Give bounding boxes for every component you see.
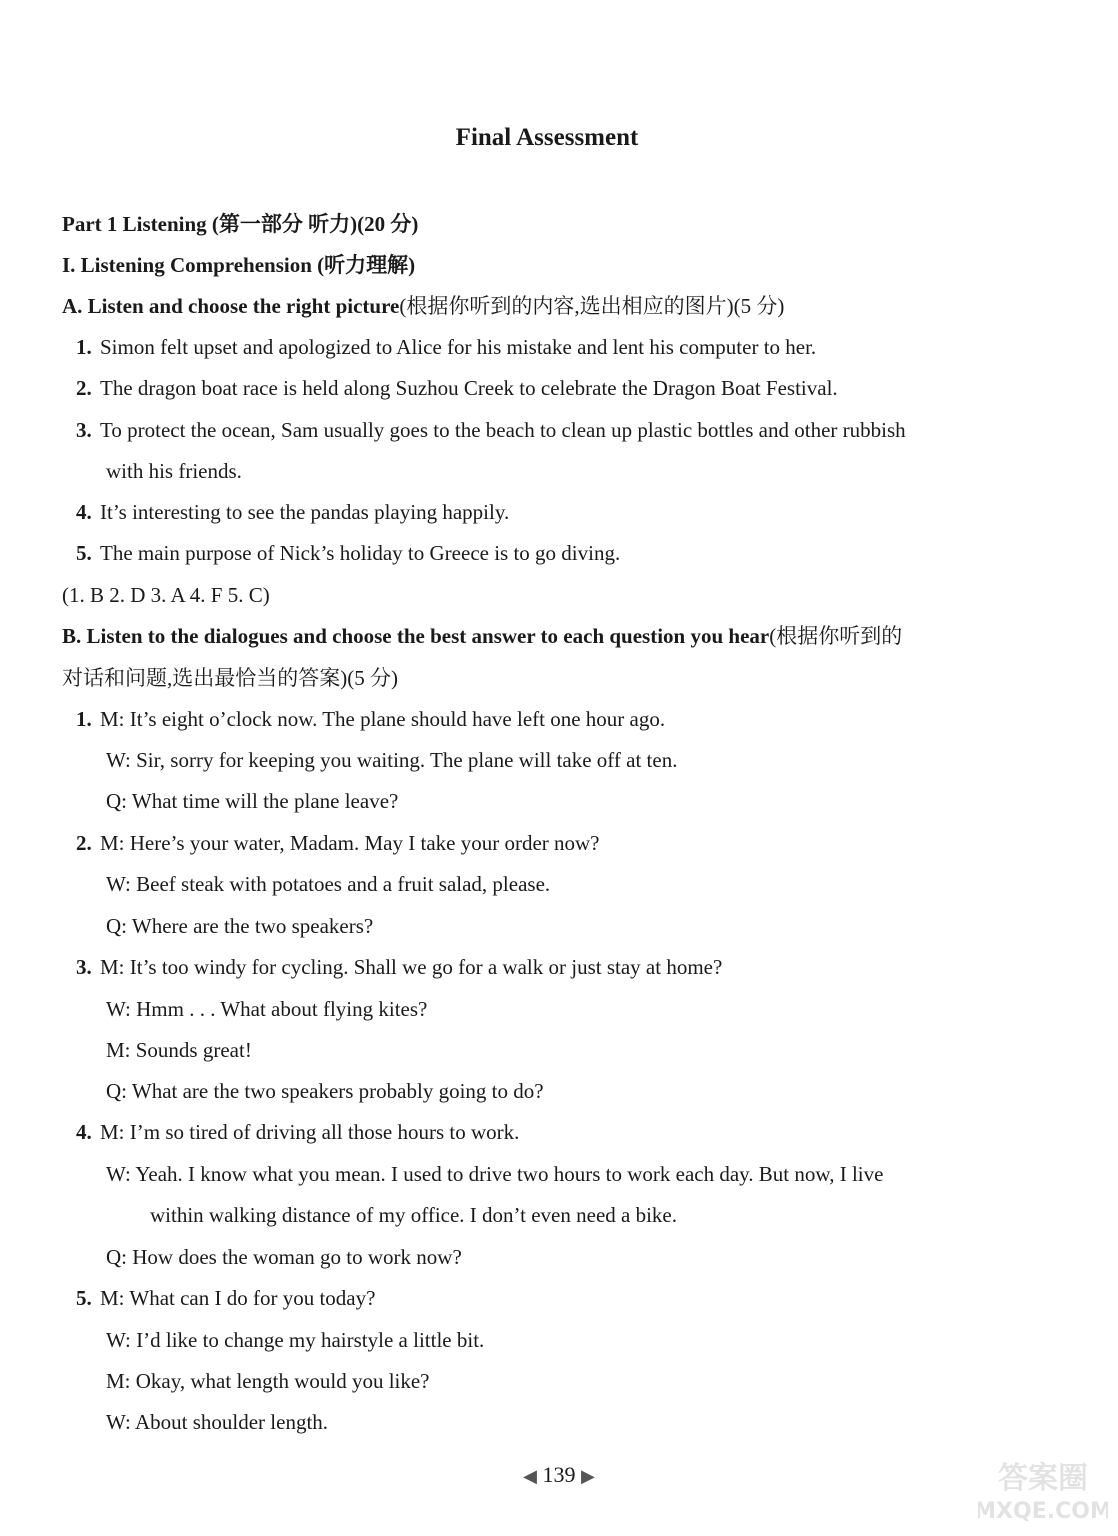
dialogue-question: Q: What are the two speakers probably going to do? [106, 1079, 544, 1103]
section-heading: I. Listening Comprehension (听力理解) [62, 253, 416, 277]
page-footer [0, 1462, 1118, 1488]
list-item: 2. The dragon boat race is held along Suzhou Creek to celebrate the Dragon Boat Festival. [76, 376, 838, 400]
dialogue-line: M: Okay, what length would you like? [106, 1369, 430, 1393]
section-b-instruction: (根据你听到的 [769, 624, 903, 648]
section-a-heading [62, 292, 784, 320]
part-heading: Part 1 Listening (第一部分 听力)(20 分) [62, 212, 419, 236]
list-item-continuation: with his friends. [106, 459, 242, 483]
dialogue-line: W: Yeah. I know what you mean. I used to drive two hours to work each day. But now, I live [106, 1162, 884, 1186]
section-b-title: B. Listen to the dialogues and choose the best answer to each question you hear [62, 624, 770, 648]
page-number: 139 [542, 1462, 576, 1487]
section-a-title: A. Listen and choose the right picture [62, 294, 400, 318]
dialogue-question: Q: What time will the plane leave? [106, 789, 399, 813]
list-item: 3. To protect the ocean, Sam usually goes to the beach to clean up plastic bottles and other rubbish [76, 418, 906, 442]
dialogue-line: 2. M: Here’s your water, Madam. May I take your order now? [76, 831, 600, 855]
dialogue-line: W: About shoulder length. [106, 1410, 329, 1434]
list-item: 1. Simon felt upset and apologized to Alice for his mistake and lent his computer to her. [76, 335, 817, 359]
dialogue-line: 5. M: What can I do for you today? [76, 1286, 376, 1310]
dialogue-line: W: Hmm . . . What about flying kites? [106, 997, 428, 1021]
page-title: Final Assessment [455, 124, 639, 151]
right-triangle-icon: ▶ [581, 1466, 595, 1486]
section-b-instruction-cont: 对话和问题,选出最恰当的答案)(5 分) [62, 666, 398, 690]
dialogue-line-continuation: within walking distance of my office. I don’t even need a bike. [150, 1203, 677, 1227]
dialogue-question: Q: How does the woman go to work now? [106, 1245, 462, 1269]
answer-key: (1. B 2. D 3. A 4. F 5. C) [62, 583, 270, 607]
dialogue-question: Q: Where are the two speakers? [106, 914, 374, 938]
dialogue-line: W: Sir, sorry for keeping you waiting. The plane will take off at ten. [106, 748, 678, 772]
list-item: 5. The main purpose of Nick’s holiday to Greece is to go diving. [76, 541, 621, 565]
svg-text:MXQE.COM: MXQE.COM [978, 1499, 1108, 1524]
list-item: 4. It’s interesting to see the pandas playing happily. [76, 500, 510, 524]
dialogue-line: 4. M: I’m so tired of driving all those hours to work. [76, 1120, 520, 1144]
dialogue-line: W: Beef steak with potatoes and a fruit salad, please. [106, 872, 551, 896]
dialogue-line: W: I’d like to change my hairstyle a little bit. [106, 1328, 485, 1352]
svg-text:答案圈: 答案圈 [998, 1461, 1088, 1496]
left-triangle-icon: ◀ [523, 1466, 537, 1486]
section-b-heading [62, 622, 902, 650]
watermark-logo [978, 1456, 1108, 1532]
section-a-instruction: (根据你听到的内容,选出相应的图片)(5 分) [399, 294, 785, 318]
dialogue-line: 3. M: It’s too windy for cycling. Shall we go for a walk or just stay at home? [76, 955, 723, 979]
dialogue-line: M: Sounds great! [106, 1038, 252, 1062]
dialogue-line: 1. M: It’s eight o’clock now. The plane should have left one hour ago. [76, 707, 666, 731]
